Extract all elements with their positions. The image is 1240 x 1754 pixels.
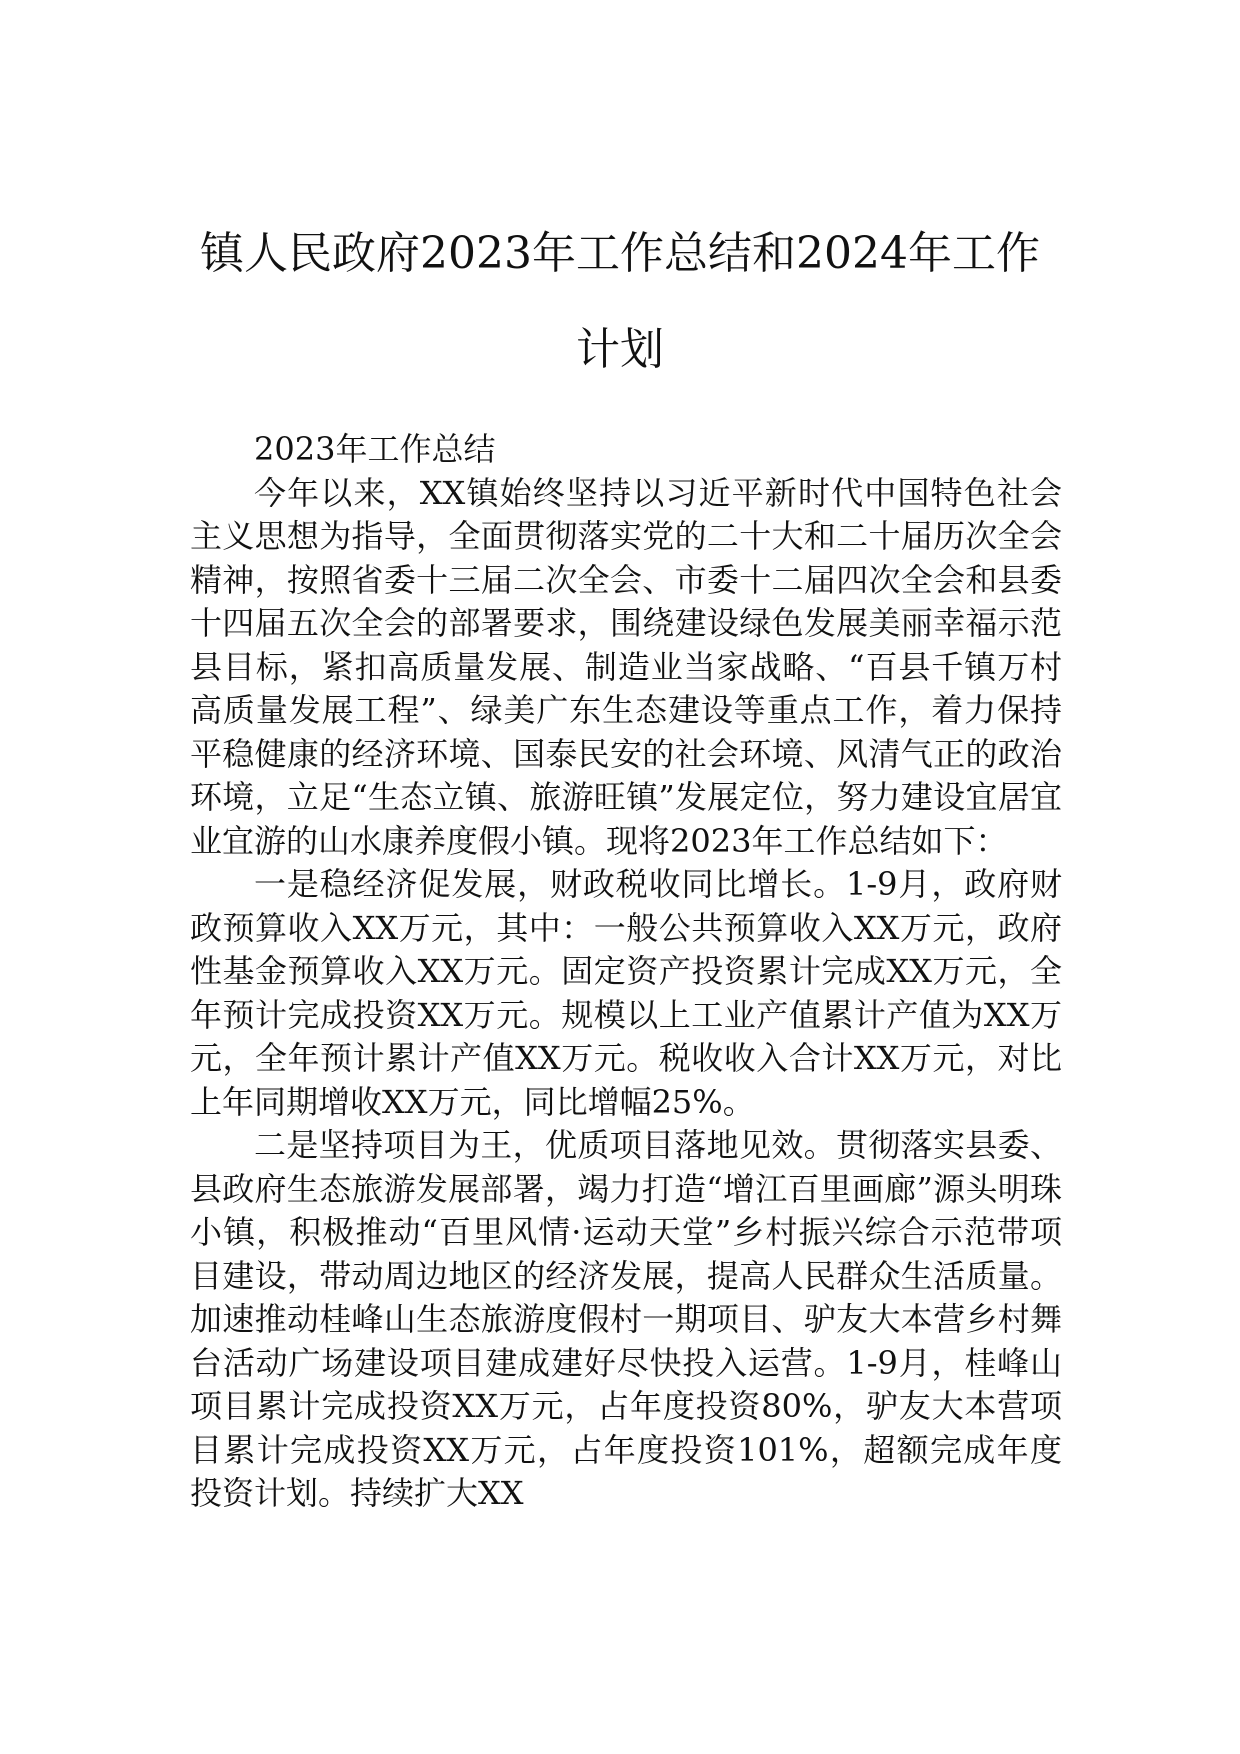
document-title: 镇人民政府2023年工作总结和2024年工作计划 [200,228,1040,375]
section-heading: 2023年工作总结 [254,430,496,468]
paragraph-intro: 今年以来，XX镇始终坚持以习近平新时代中国特色社会主义思想为指导，全面贯彻落实党的二十大和二十届历次全会精神，按照省委十三届二次全会、市委十二届四次全会和县委十四届五次全会的部署要求，围绕建设绿色发展美丽幸福示范县目标，紧扣高质量发展、制造业当家战略、“百县千镇万村高质量发展工程”、绿美广东生态建设等重点工作，着力保持平稳健康的经济环境、国泰民安的社会环境、风清气正的政治环境，立足“生态立镇、旅游旺镇”发展定位，努力建设宜居宜业宜游的山水康养度假小镇。现将2023年工作总结如下： [190,473,1062,860]
paragraph-economy: 一是稳经济促发展，财政税收同比增长。1-9月，政府财政预算收入XX万元，其中：一般公共预算收入XX万元，政府性基金预算收入XX万元。固定资产投资累计完成XX万元，全年预计完成投资XX万元。规模以上工业产值累计产值为XX万元，全年预计累计产值XX万元。税收收入合计XX万元，对比上年同期增收XX万元，同比增幅25%。 [190,865,1062,1121]
paragraph-projects: 二是坚持项目为王，优质项目落地见效。贯彻落实县委、县政府生态旅游发展部署，竭力打造“增江百里画廊”源头明珠小镇，积极推动“百里风情·运动天堂”乡村振兴综合示范带项目建设，带动周边地区的经济发展，提高人民群众生活质量。加速推动桂峰山生态旅游度假村一期项目、驴友大本营乡村舞台活动广场建设项目建成建好尽快投入运营。1-9月，桂峰山项目累计完成投资XX万元，占年度投资80%，驴友大本营项目累计完成投资XX万元，占年度投资101%，超额完成年度投资计划。持续扩大XX [190,1126,1062,1512]
document-body [190,428,1062,1516]
